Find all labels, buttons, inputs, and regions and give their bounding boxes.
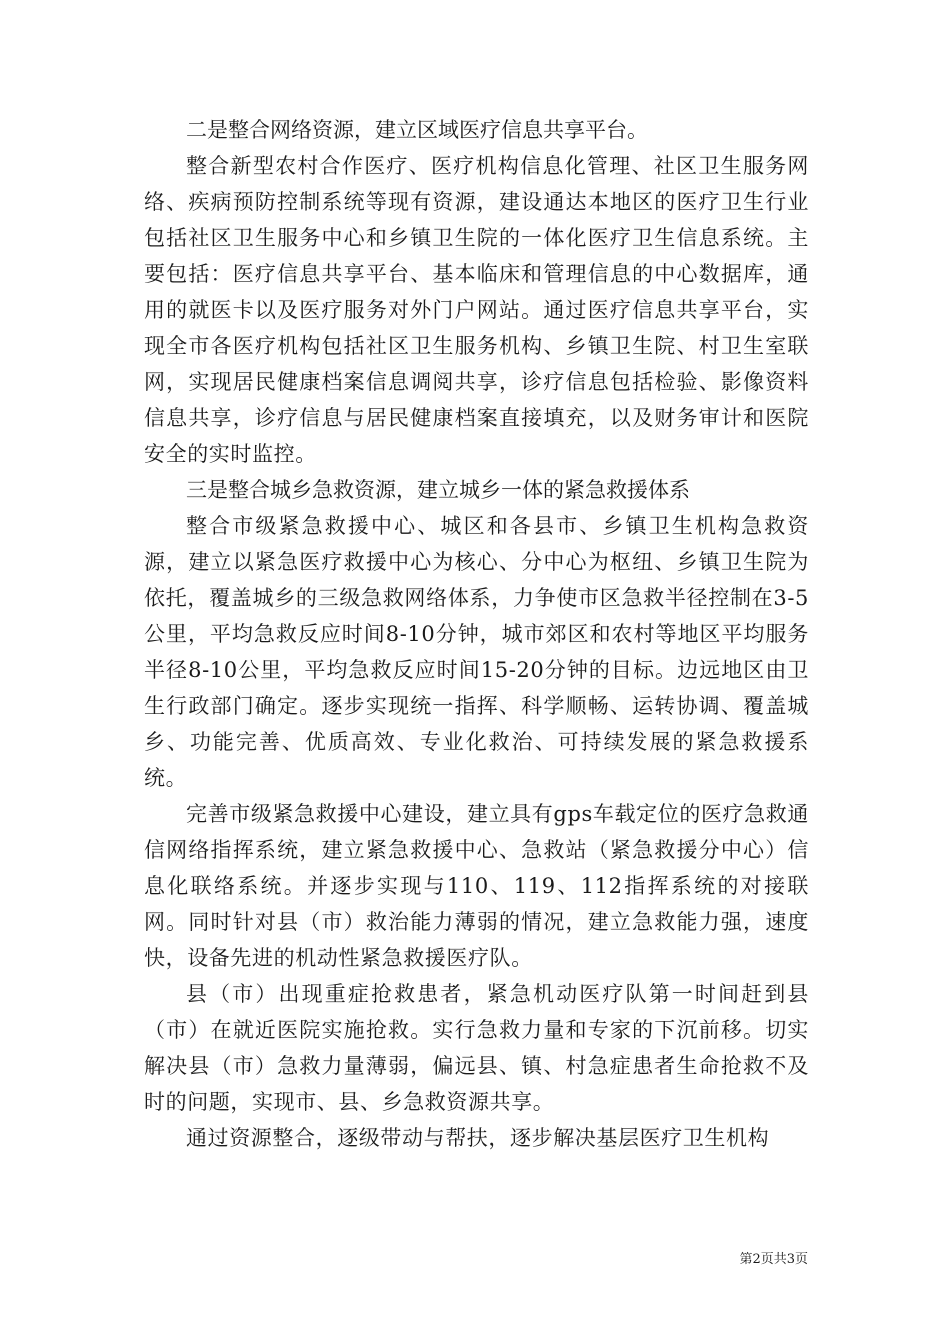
section-heading-3: 三是整合城乡急救资源，建立城乡一体的紧急救援体系 xyxy=(186,478,690,502)
paragraph: 整合新型农村合作医疗、医疗机构信息化管理、社区卫生服务网络、疾病预防控制系统等现有资源，建设通达本地区的医疗卫生行业包括社区卫生服务中心和乡镇卫生院的一体化医疗卫生信息系统。主要包括：医疗信息共享平台、基本临床和管理信息的中心数据库，通用的就医卡以及医疗服务对外门户网站。通过医疗信息共享平台，实现全市各医疗机构包括社区卫生服务机构、乡镇卫生院、村卫生室联网，实现居民健康档案信息调阅共享，诊疗信息包括检验、影像资料信息共享，诊疗信息与居民健康档案直接填充，以及财务审计和医院安全的实时监控。 xyxy=(144,154,809,466)
paragraph: 完善市级紧急救援中心建设，建立具有gps车载定位的医疗急救通信网络指挥系统，建立紧急救援中心、急救站（紧急救援分中心）信息化联络系统。并逐步实现与110、119、112指挥系统的对接联网。同时针对县（市）救治能力薄弱的情况，建立急救能力强，速度快，设备先进的机动性紧急救援医疗队。 xyxy=(144,802,809,970)
page-number-footer: 第2页共3页 xyxy=(739,1252,808,1267)
paragraph: 县（市）出现重症抢救患者，紧急机动医疗队第一时间赶到县（市）在就近医院实施抢救。实行急救力量和专家的下沉前移。切实解决县（市）急救力量薄弱，偏远县、镇、村急症患者生命抢救不及时的问题，实现市、县、乡急救资源共享。 xyxy=(144,982,809,1114)
document-body xyxy=(144,112,809,1156)
paragraph: 通过资源整合，逐级带动与帮扶，逐步解决基层医疗卫生机构 xyxy=(186,1126,770,1150)
section-heading-2: 二是整合网络资源，建立区域医疗信息共享平台。 xyxy=(186,118,648,142)
paragraph: 整合市级紧急救援中心、城区和各县市、乡镇卫生机构急救资源，建立以紧急医疗救援中心为核心、分中心为枢纽、乡镇卫生院为依托，覆盖城乡的三级急救网络体系，力争使市区急救半径控制在3-5公里，平均急救反应时间8-10分钟，城市郊区和农村等地区平均服务半径8-10公里，平均急救反应时间15-20分钟的目标。边远地区由卫生行政部门确定。逐步实现统一指挥、科学顺畅、运转协调、覆盖城乡、功能完善、优质高效、专业化救治、可持续发展的紧急救援系统。 xyxy=(144,514,809,790)
